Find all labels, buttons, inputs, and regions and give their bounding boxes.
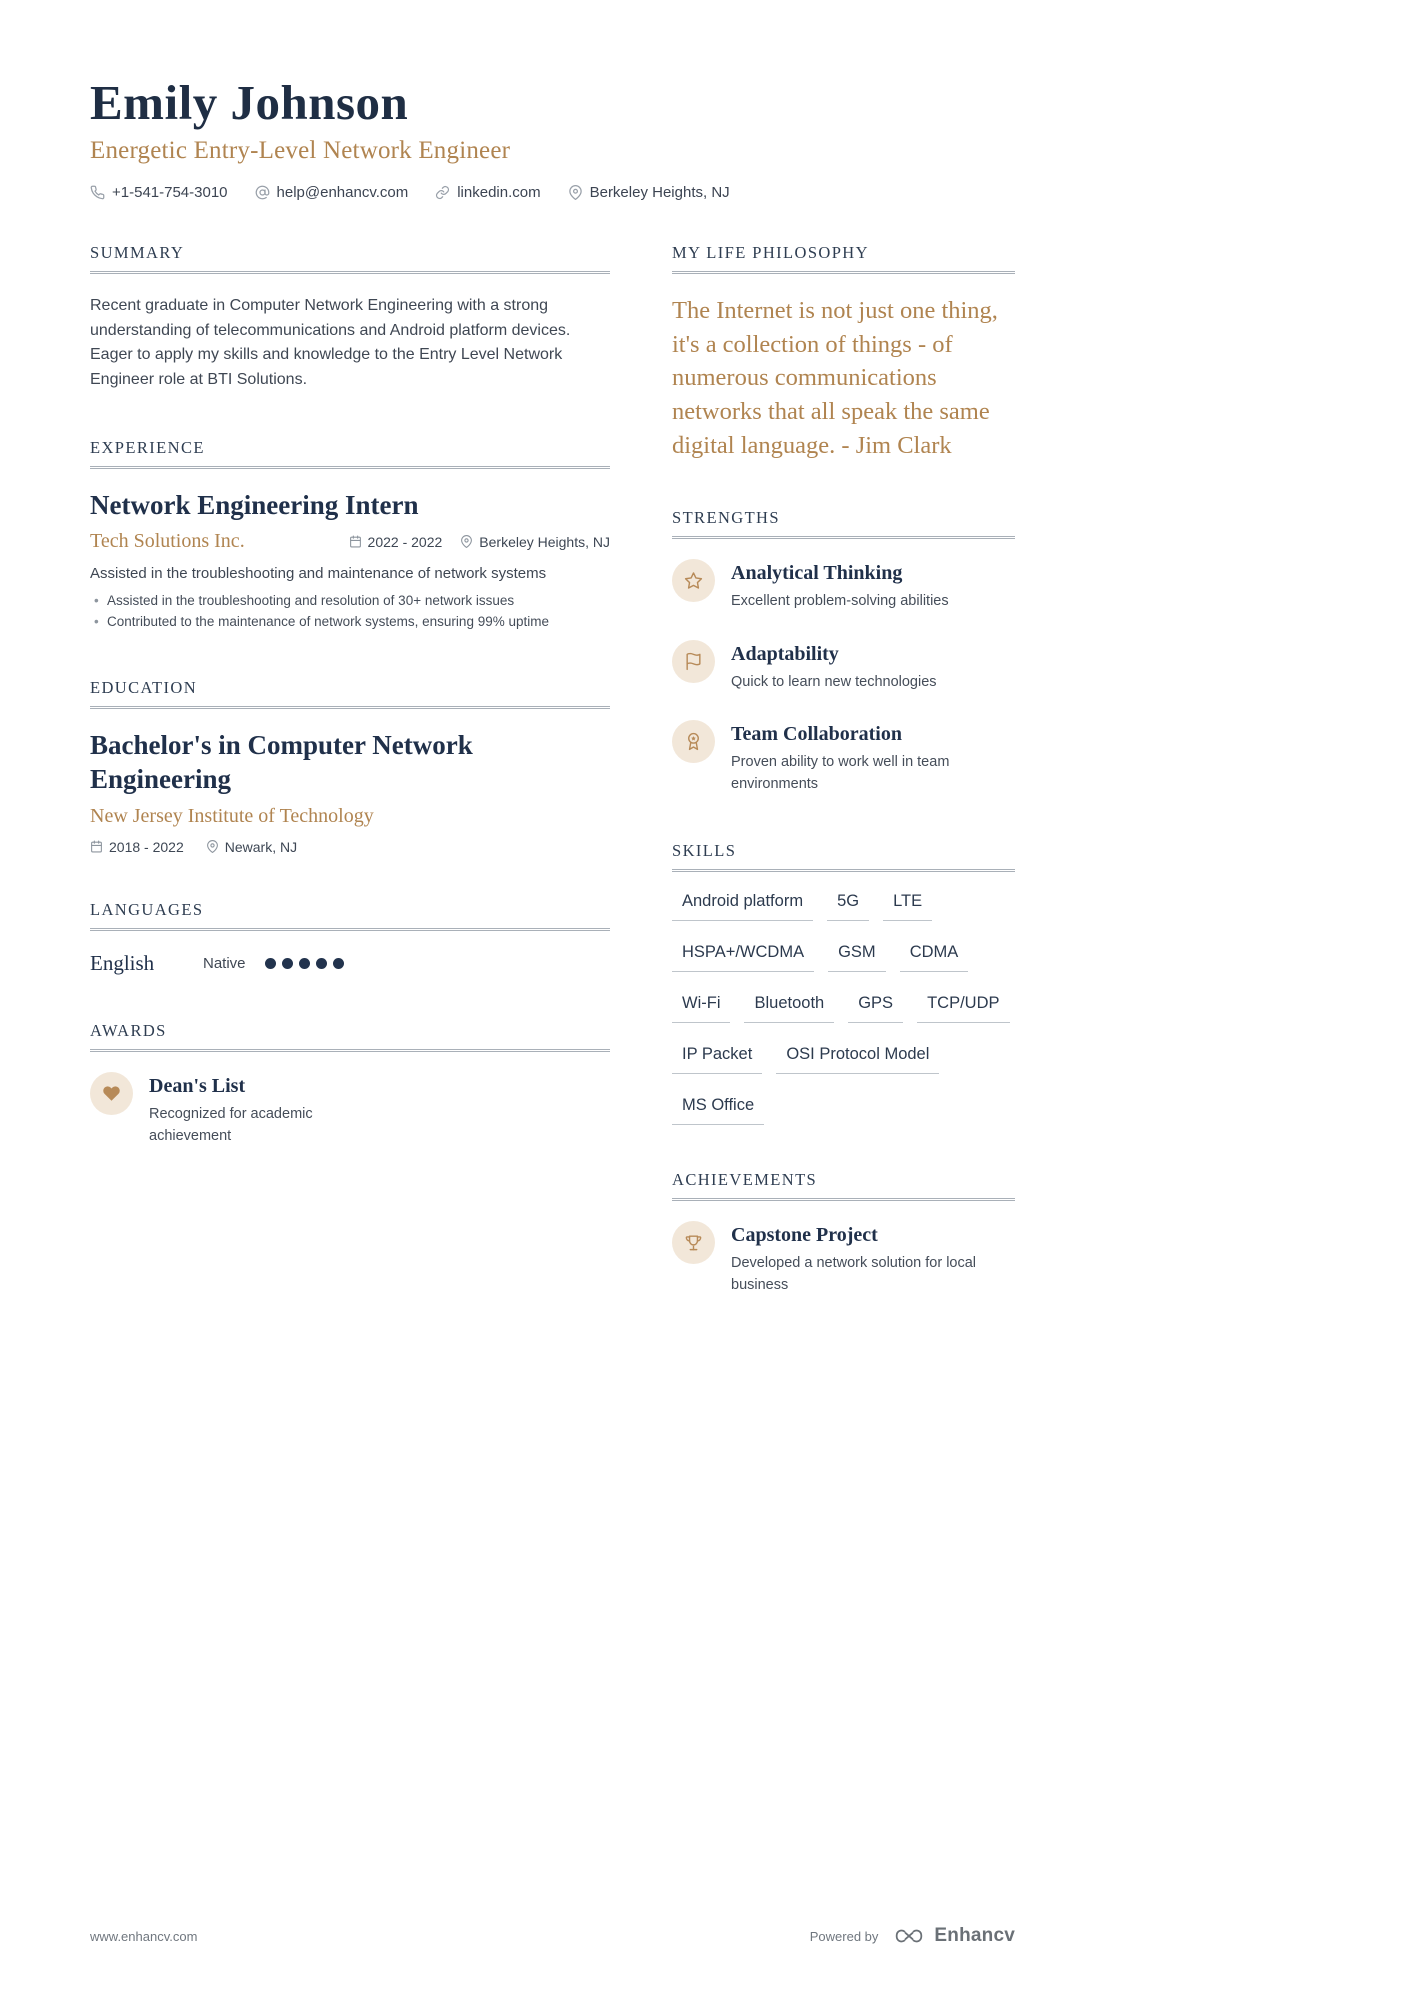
experience-dates-text: 2022 - 2022 (367, 533, 443, 550)
education-degree: Bachelor's in Computer Network Engineering (90, 730, 473, 795)
award-description: Recognized for academic achievement (149, 1105, 313, 1144)
award-body (149, 1072, 374, 1148)
powered-by-group[interactable] (810, 1925, 1015, 1947)
contact-phone (90, 184, 228, 201)
strength-item (672, 640, 1015, 694)
education-location (206, 839, 297, 855)
right-column (672, 243, 1015, 1341)
experience-heading: EXPERIENCE (90, 438, 610, 469)
summary-section (90, 243, 610, 393)
strength-item (672, 720, 1015, 796)
location-icon (460, 535, 473, 548)
calendar-icon (90, 840, 103, 853)
enhancv-brand-name: Enhancv (934, 1925, 1015, 1946)
experience-bullets (90, 591, 610, 633)
summary-heading: SUMMARY (90, 243, 610, 274)
experience-role: Network Engineering Intern (90, 490, 419, 521)
language-proficiency-dots (265, 958, 344, 969)
education-heading: EDUCATION (90, 678, 610, 709)
award-title: Dean's List (149, 1074, 246, 1097)
philosophy-heading: MY LIFE PHILOSOPHY (672, 243, 1015, 274)
skill-tag: IP Packet (672, 1045, 762, 1074)
summary-text: Recent graduate in Computer Network Engineering with a strong understanding of telecommunications and Android platform devices. Eager to apply my skills and knowledge to the Entry Level Network Engineer role at BTI Solutions. (90, 296, 571, 389)
experience-bullet: • Assisted in the troubleshooting and resolution of 30+ network issues (90, 591, 610, 612)
page-footer (90, 1925, 1015, 1947)
star-icon (672, 559, 715, 602)
skills-heading: SKILLS (672, 841, 1015, 872)
proficiency-dot (265, 958, 276, 969)
skill-tag: HSPA+/WCDMA (672, 943, 814, 972)
contact-phone-text: +1-541-754-3010 (112, 183, 228, 201)
skill-tag: LTE (883, 892, 932, 921)
resume-header (90, 76, 1015, 201)
strength-body (731, 720, 1015, 796)
experience-meta (349, 534, 610, 550)
achievement-title: Capstone Project (731, 1223, 878, 1246)
contact-location (568, 184, 730, 201)
languages-section (90, 900, 610, 976)
strength-body (731, 559, 949, 613)
proficiency-dot (316, 958, 327, 969)
language-name: English (90, 950, 155, 975)
skill-tag: Wi-Fi (672, 994, 730, 1023)
achievements-section (672, 1170, 1015, 1297)
contact-linkedin-text[interactable]: linkedin.com (457, 183, 541, 201)
strength-body (731, 640, 937, 694)
link-icon (435, 185, 450, 200)
skill-tag: 5G (827, 892, 869, 921)
education-item (90, 729, 610, 855)
philosophy-quote: The Internet is not just one thing, it's a collection of things - of numerous communications networks that all speak the same digital language. - Jim Clark (672, 296, 998, 460)
contact-linkedin[interactable] (435, 184, 540, 201)
skill-tag: GPS (848, 994, 903, 1023)
achievement-description: Developed a network solution for local business (731, 1254, 977, 1293)
skill-tag: GSM (828, 943, 886, 972)
achievements-heading: ACHIEVEMENTS (672, 1170, 1015, 1201)
phone-icon (90, 185, 105, 200)
strength-description: Excellent problem-solving abilities (731, 592, 949, 609)
language-item (90, 951, 610, 976)
education-section (90, 678, 610, 855)
experience-bullet: • Contributed to the maintenance of network systems, ensuring 99% uptime (90, 612, 610, 633)
skill-tag: Android platform (672, 892, 813, 921)
strength-item (672, 559, 1015, 613)
flag-icon (672, 640, 715, 683)
achievement-body (731, 1221, 1015, 1297)
strength-title: Team Collaboration (731, 723, 902, 746)
education-dates (90, 839, 184, 855)
experience-company: Tech Solutions Inc. (90, 530, 245, 553)
awards-heading: AWARDS (90, 1021, 610, 1052)
strength-description: Quick to learn new technologies (731, 673, 937, 690)
experience-dates (349, 534, 443, 550)
languages-heading: LANGUAGES (90, 900, 610, 931)
skills-section (672, 841, 1015, 1125)
contact-row (90, 184, 1015, 201)
person-name: Emily Johnson (90, 75, 409, 130)
resume-columns (90, 243, 1015, 1341)
proficiency-dot (282, 958, 293, 969)
experience-company-row (90, 530, 610, 553)
powered-by-label: Powered by (809, 1928, 879, 1944)
education-location-text: Newark, NJ (224, 838, 298, 855)
footer-url[interactable]: www.enhancv.com (90, 1928, 198, 1944)
location-icon (206, 840, 219, 853)
strength-description: Proven ability to work well in team environments (731, 754, 950, 793)
awards-section (90, 1021, 610, 1148)
person-job-title: Energetic Entry-Level Network Engineer (90, 136, 511, 164)
skill-tag: CDMA (900, 943, 969, 972)
heart-icon (90, 1072, 133, 1115)
trophy-icon (672, 1221, 715, 1264)
proficiency-dot (299, 958, 310, 969)
strength-title: Adaptability (731, 642, 839, 665)
contact-location-text: Berkeley Heights, NJ (589, 183, 730, 201)
experience-item (90, 489, 610, 633)
education-meta (90, 839, 610, 855)
achievement-item (672, 1221, 1015, 1297)
left-column (90, 243, 610, 1341)
location-icon (568, 185, 583, 200)
experience-summary: Assisted in the troubleshooting and maintenance of network systems (90, 565, 547, 583)
calendar-icon (349, 535, 362, 548)
contact-email[interactable] (255, 184, 409, 201)
education-school: New Jersey Institute of Technology (90, 804, 374, 827)
experience-location-text: Berkeley Heights, NJ (479, 533, 610, 550)
experience-section (90, 438, 610, 633)
skill-tag: OSI Protocol Model (776, 1045, 939, 1074)
education-dates-text: 2018 - 2022 (109, 838, 184, 855)
skill-tag: MS Office (672, 1096, 764, 1125)
strengths-heading: STRENGTHS (672, 508, 1015, 539)
skills-list (672, 892, 1015, 1125)
proficiency-dot (333, 958, 344, 969)
enhancv-logo-icon (894, 1927, 924, 1945)
philosophy-section (672, 243, 1015, 463)
language-level: Native (203, 954, 246, 972)
team-icon (672, 720, 715, 763)
strength-title: Analytical Thinking (731, 561, 903, 584)
experience-location (460, 534, 610, 550)
email-icon (255, 185, 270, 200)
award-item (90, 1072, 610, 1148)
skill-tag: Bluetooth (744, 994, 834, 1023)
strengths-section (672, 508, 1015, 796)
contact-email-text[interactable]: help@enhancv.com (276, 183, 409, 201)
skill-tag: TCP/UDP (917, 994, 1009, 1023)
